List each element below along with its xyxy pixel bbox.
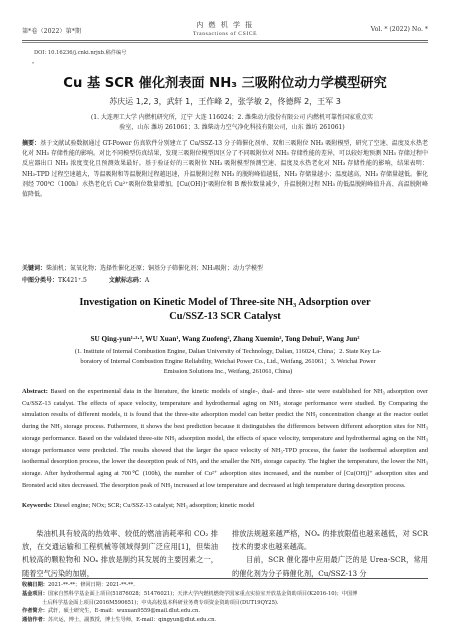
- received-label: 收稿日期：: [22, 582, 48, 588]
- paper-title-en-line-1: Investigation on Kinetic Model of Three-site NH₃ Adsorption over: [79, 297, 371, 308]
- author-text: 武轩，硕士研究生，E-mail：wuxuan9559@mail.dlut.edu.cn.: [47, 608, 200, 615]
- paper-title-en: [0, 296, 450, 324]
- keywords-cn-text: 柴油机；氮氧化物；选择性催化还原；铜基分子筛催化剂；NH₃吸附；动力学模型: [46, 265, 263, 272]
- header-rule: [22, 40, 428, 41]
- journal-name-cn: 内 燃 机 学 报: [196, 21, 254, 29]
- stray-mark: ": [32, 62, 35, 68]
- received-text: 2021-**-**；修回日期：2021-**-**.: [47, 582, 135, 588]
- doccode-label: 文献标志码：: [108, 277, 145, 284]
- affiliations-en: [50, 347, 406, 378]
- abstract-cn-label: 摘要：: [22, 140, 41, 147]
- body-left-paragraph: 柴油机具有较高的热效率、较低的燃油消耗率和 CO₂ 排放，在交通运输和工程机械等领域得到广泛应用[1]，但柴油机较高的颗粒物和 NOₓ 排放是制约其发展的主要因素之一，随着空气污染的加剧，: [22, 529, 218, 578]
- affiliations-cn: [62, 113, 402, 132]
- body-column-right: [232, 527, 428, 580]
- affiliation-cn-line-2: 验室，山东 潍坊 261061；3. 潍柴动力空气净化科技有限公司，山东 潍坊 261061): [119, 123, 345, 131]
- abstract-en: [22, 386, 428, 491]
- keywords-cn-label: 关键词：: [22, 265, 47, 272]
- doi-line: DOI: 10.16236/j.cnki.nrjxb.稿件编号: [34, 50, 127, 56]
- journal-name-en: Transactions of CSICE: [192, 31, 258, 37]
- header-volume-left: 第*卷（2022）第*期: [22, 28, 82, 35]
- corresponding-text: 苏庆运，博士，副教授，博士生导师，E-mail：qingyun@dlut.edu.cn.: [47, 617, 217, 624]
- body-right-paragraph-1: 排放法规越来越严格，NOₓ 的排放限值也越来越低，对 SCR 技术的要求也越来越高。: [232, 529, 428, 552]
- affiliation-cn-line-1: (1. 大连理工大学 内燃机研究所，辽宁 大连 116024；2. 潍柴动力股份有限公司 内燃机可靠性国家重点实: [90, 114, 374, 121]
- authors-en: SU Qing-yun¹·²·³, WU Xuan¹, Wang Zuofeng², Zhang Xuemin², Tong Dehui², Wang Jun²: [90, 335, 360, 343]
- keywords-en: [22, 502, 428, 509]
- keywords-cn: [22, 263, 428, 272]
- clc-label: 中图分类号：: [22, 277, 59, 284]
- footnote: [22, 581, 428, 625]
- footnote-corresponding: [22, 616, 428, 625]
- author-label: 作者简介：: [22, 608, 48, 615]
- abstract-cn: [22, 139, 428, 200]
- affiliation-en-line-3: Emission Solutions Inc., Weifang, 261061, China): [163, 368, 293, 376]
- body-column-left: [22, 527, 218, 580]
- abstract-en-label: Abstract:: [22, 388, 48, 395]
- corresponding-label: 通信作者：: [22, 617, 48, 624]
- abstract-en-text: Based on the experimental data in the literature, the kinetic models of single-, dual- and three- site were established for NH₃ adsorption over Cu/SSZ-13 catalyst. The effects of space velocity, temperature and hydrothermal aging on NH₃ storage performance were studied. By Comparing the simulation results of different models, it is found that the three-site adsorption model can better predict the NH₃ concentration change at the reactor outlet during the NH₃ storage process. Futhermore, it shows the best prediction because it distinguishes the differences between different adsorption sites for NH₃ storage performance. Based on the validated three-site NH₃ adsorption model, the effects of space velocity, temperature and hydrothermal aging on the NH₃ storage performance were predicted. The results showed that the larger the space velocity of NH₃-TPD process, the faster the isothermal adsorption and isothermal desorption process, the lower the desorption peak of NH₃ and the smaller the NH₃ storage capacity. The higher the temperature, the lower the NH₃ storage. After hydrothermal aging at 700℃ (100h), the number of Cu²⁺ adsorption sites increased, and the number of [Cu(OH)]⁺ adsorption sites and Bronsted acid sites decreased. The desorption peak of NH₃ increased at low temperature and decreased at high temperature during desorption process.: [22, 388, 428, 489]
- classification-line: [22, 275, 428, 284]
- affiliation-en-line-1: (1. Institute of Internal Combustion Engine, Dalian University of Technology, Dalian, 116024, China；2. State Key La-: [74, 348, 382, 355]
- footnote-rule: [22, 578, 428, 579]
- header-volume-right: Vol. * (2022) No. *: [370, 26, 428, 33]
- body-right-paragraph-2: 目前，SCR 催化器中应用最广泛的是 Urea-SCR，常用的催化剂为分子筛催化剂，Cu/SSZ-13 分: [232, 555, 428, 578]
- paper-title-en-line-2: Cu/SSZ-13 SCR Catalyst: [169, 311, 281, 322]
- paper-title-cn: Cu 基 SCR 催化剂表面 NH₃ 三吸附位动力学模型研究: [63, 76, 387, 91]
- header-rule-thin: [22, 42, 428, 43]
- fund-label: 基金项目：: [22, 590, 48, 597]
- abstract-cn-text: 基于文献试验数据通过 GT-Power 仿真软件分别建立了 Cu/SSZ-13 分子筛催化剂单、双和三吸附位 NH₃ 吸附模型，研究了空速、温度及水热老化对 NH₃ 存储性能的影响。对比不同模型仿真结果，发现三吸附位模型因区分了不同吸附位对 NH₃ 存储性能的差异，可以较好地预测 NH₃ 存储过程中反应器出口 NH₃ 浓度变化且预测效果最好。基于验证好的三吸附位 NH₃ 吸附模型预测空速、温度及水热老化对 NH₃ 存储性能的影响，结果表明：NH₃-TPD 过程空速越大，等温吸附和等温脱附过程越迅速，升温脱附过程 NH₃ 的脱附峰值越低，NH₃ 存储量越小；温度越高，NH₃ 存储量越低。催化剂经 700℃（100h）水热老化后 Cu²⁺吸附位数量增加，[Cu(OH)]⁺吸附位和 B 酸位数量减少，升温脱附过程 NH₃ 的低温脱附峰值升高、高温脱附峰值降低。: [22, 140, 428, 199]
- doccode-value: A: [144, 277, 150, 284]
- footnote-received: [22, 581, 428, 590]
- authors-cn: 苏庆运 1,2, 3，武轩 1，王作峰 2，张学敏 2，佟德辉 2，王军 3: [109, 97, 341, 106]
- fund-text-2: 士后科学基金面上项目(2016M590651)；中央高校基本科研业务费专项资金资助项目(DUT19QY25).: [42, 599, 279, 606]
- affiliation-en-line-2: boratory of Internal Combustion Engine Reliability, Weichai Power Co., Ltd., Weifang, 261061；3. Weichai Power: [80, 358, 376, 366]
- keywords-en-text: Diesel engine; NOx; SCR; Cu/SSZ-13 catalyst; NH₃ adsorption; kinetic model: [53, 502, 255, 509]
- fund-text-1: 国家自然科学基金面上项目(51876028；51476021)；天津大学内燃机燃烧学国家重点实验室开放基金资助项目(K2016-10)；中国博: [47, 590, 358, 597]
- keywords-en-label: Keywords:: [22, 502, 52, 509]
- footnote-fund: [22, 590, 428, 599]
- footnote-author: [22, 607, 428, 616]
- clc-value: TK421⁺.5: [58, 277, 87, 284]
